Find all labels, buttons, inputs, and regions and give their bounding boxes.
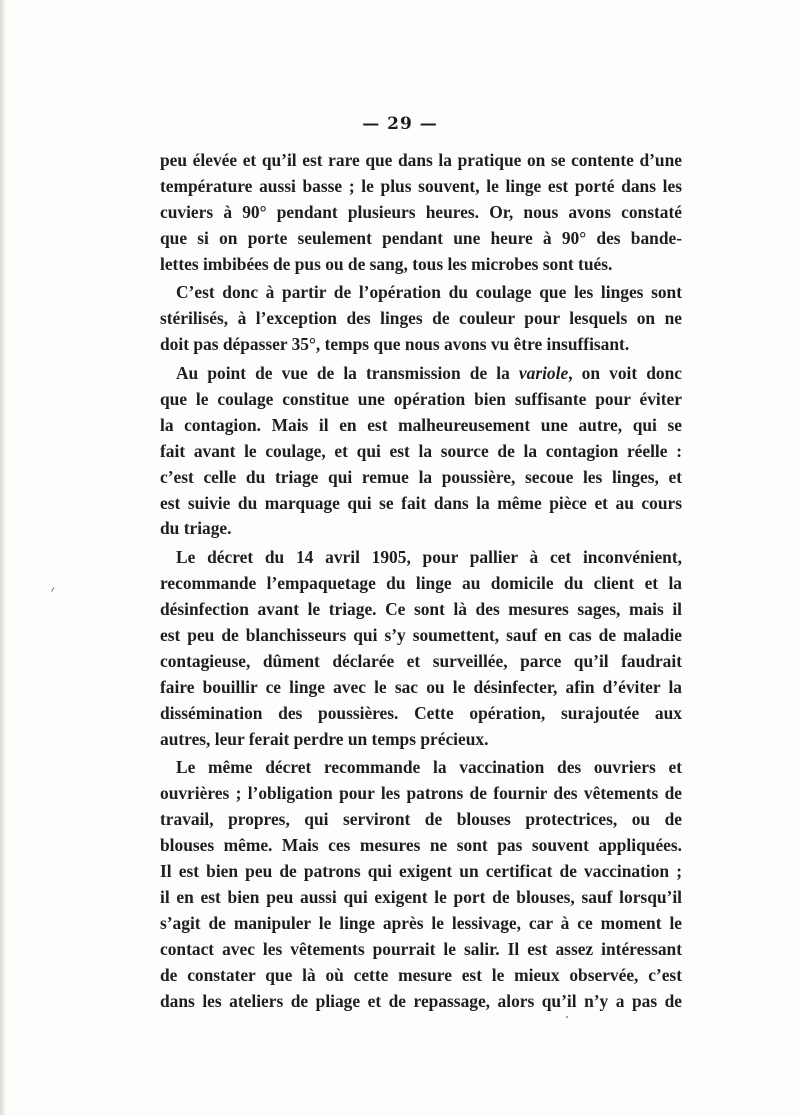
stray-ink-mark (51, 587, 58, 594)
text-line: C’est donc à partir de l’opération du coulage que les linges sont (176, 282, 682, 303)
paragraph-4 (160, 545, 682, 752)
text-line: recommande l’empaquetage du linge au domicile du client et la (160, 573, 682, 594)
text-line: est peu de blanchisseurs qui s’y soumettent, sauf en cas de maladie (160, 625, 682, 646)
text-line: stérilisés, à l’exception des linges de couleur pour lesquels on ne (160, 308, 682, 329)
text-line: du triage. (160, 518, 232, 539)
text-line: température aussi basse ; le plus souvent, le linge est porté dans les (160, 175, 682, 196)
text-line: Le décret du 14 avril 1905, pour pallier à cet inconvénient, (176, 547, 682, 568)
paragraph-5 (160, 755, 682, 1014)
text-line: Il est bien peu de patrons qui exigent un certificat de vaccination ; (160, 861, 682, 882)
text-line: que si on porte seulement pendant une heure à 90° des bande- (160, 227, 682, 248)
italic-word: variole (518, 363, 569, 384)
text-line: est suivie du marquage qui se fait dans la même pièce et au cours (160, 492, 682, 513)
page-edge-shadow (0, 0, 6, 1115)
text-line: la contagion. Mais il en est malheureusement une autre, qui se (160, 414, 682, 435)
text-line: cuviers à 90° pendant plusieurs heures. Or, nous avons constaté (160, 201, 682, 222)
body-text (160, 148, 682, 1014)
text-line: lettes imbibées de pus ou de sang, tous les microbes sont tués. (160, 253, 613, 274)
text-line: désinfection avant le triage. Ce sont là des mesures sages, mais il (160, 599, 682, 620)
text-line: autres, leur ferait perdre un temps précieux. (160, 728, 489, 749)
text-line: doit pas dépasser 35°, temps que nous avons vu être insuffisant. (160, 334, 630, 355)
paragraph-1 (160, 148, 682, 277)
text-line: faire bouillir ce linge avec le sac ou le désinfecter, afin d’éviter la (160, 676, 682, 697)
paragraph-3 (160, 361, 682, 542)
text-line: Le même décret recommande la vaccination des ouvriers et (176, 757, 682, 778)
text-line: il en est bien peu aussi qui exigent le port de blouses, sauf lorsqu’il (160, 886, 682, 907)
text-line: de constater que là où cette mesure est le mieux observée, c’est (160, 964, 682, 985)
stray-ink-dot (566, 1016, 568, 1018)
text-line: peu élevée et qu’il est rare que dans la pratique on se contente d’une (160, 150, 682, 170)
text-line: ouvrières ; l’obligation pour les patrons de fournir des vêtements de (160, 783, 682, 804)
text-line: contagieuse, dûment déclarée et surveillée, parce qu’il faudrait (160, 650, 682, 671)
page-number: — 29 — (362, 114, 438, 134)
text-line: s’agit de manipuler le linge après le lessivage, car à ce moment le (160, 912, 682, 933)
text-line: Au point de vue de la transmission de la variole, on voit donc (176, 363, 683, 384)
text-line: c’est celle du triage qui remue la poussière, secoue les linges, et (160, 466, 682, 487)
text-line: blouses même. Mais ces mesures ne sont pas souvent appliquées. (160, 835, 682, 856)
text-line: fait avant le coulage, et qui est la source de la contagion réelle : (160, 440, 682, 461)
text-line: dans les ateliers de pliage et de repassage, alors qu’il n’y a pas de (160, 990, 682, 1011)
text-line: dissémination des poussières. Cette opération, surajoutée aux (160, 702, 682, 723)
text-line: travail, propres, qui serviront de blouses protectrices, ou de (160, 809, 682, 830)
paragraph-2 (160, 280, 682, 358)
text-line: contact avec les vêtements pourrait le salir. Il est assez intéressant (160, 938, 682, 959)
text-line: que le coulage constitue une opération bien suffisante pour éviter (160, 389, 682, 410)
